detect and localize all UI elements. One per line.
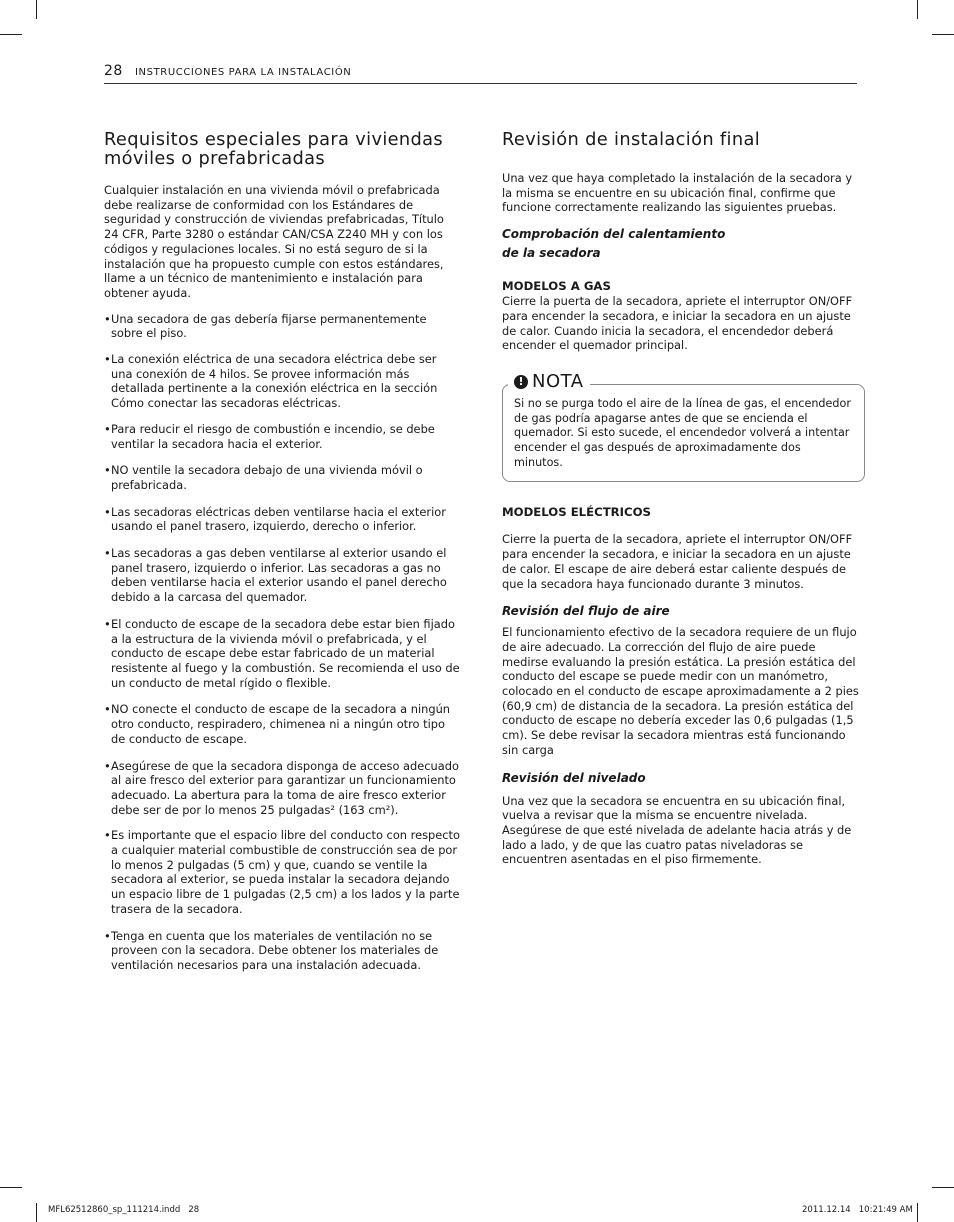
list-item: • Para reducir el riesgo de combustión e incendio, se debe ventilar la secadora hacia el exterior. — [104, 422, 461, 451]
section-title-final-check: Revisión de instalación final — [502, 129, 760, 150]
crop-mark — [36, 0, 37, 19]
intro-paragraph: Una vez que haya completado la instalación de la secadora y la misma se encuentre en su ubicación final, confirme que funcione correctamente realizando las siguientes pruebas. — [502, 171, 853, 215]
crop-mark — [0, 34, 22, 35]
header-title: INSTRUCCIONES PARA LA INSTALACIÓN — [135, 67, 352, 78]
list-item: • Las secadoras a gas deben ventilarse al exterior usando el panel trasero, izquierdo o inferior. Las secadoras a gas no deben ventilarse hacia el exterior usando el panel derecho debido a la carcasa del quemador. — [104, 546, 461, 605]
list-item: • Es importante que el espacio libre del conducto con respecto a cualquier material combustible de construcción sea de por lo menos 2 pulgadas (5 cm) y que, cuando se ventile la secadora al exterior, se pueda instalar la secadora dejando un espacio libre de 1 pulgadas (2,5 cm) a los lados y la parte trasera de la secadora. — [104, 828, 461, 916]
exclamation-circle-icon: ! — [514, 375, 528, 389]
list-item: • Una secadora de gas debería fijarse permanentemente sobre el piso. — [104, 312, 461, 341]
page-number: 28 — [104, 63, 123, 79]
subheading-airflow: Revisión del flujo de aire — [502, 604, 670, 619]
crop-mark — [932, 1187, 954, 1188]
page-header — [104, 63, 857, 84]
footer-timestamp: 2011.12.14 10:21:49 AM — [802, 1205, 913, 1215]
note-box — [502, 370, 865, 483]
left-column — [104, 130, 461, 973]
right-column — [502, 130, 865, 867]
list-item: • Asegúrese de que la secadora disponga de acceso adecuado al aire fresco del exterior para garantizar un funcionamiento adecuado. La abertura para la toma de aire fresco exterior debe ser de por lo menos 25 pulgadas² (163 cm²). — [104, 759, 461, 818]
crop-mark — [917, 1203, 918, 1222]
leveling-paragraph: Una vez que la secadora se encuentra en su ubicación final, vuelva a revisar que la misma se encuentre nivelada. Asegúrese de que esté nivelada de adelante hacia atrás y de lado a lado, y de que las cuatro patas niveladoras se encuentren asentadas en el piso firmemente. — [502, 793, 852, 867]
section-title-mobile-homes: Requisitos especiales para viviendas móviles o prefabricadas — [104, 129, 444, 169]
intro-paragraph: Cualquier instalación en una vivienda móvil o prefabricada debe realizarse de conformidad con los Estándares de seguridad y construcción de viviendas prefabricadas, Título 24 CFR, Parte 3280 o estándar CAN/CSA Z240 MH y con los códigos y regulaciones locales. Si no está seguro de si la instalación que ha propuesto cumple con estos estándares, llame a un técnico de mantenimiento e instalación para obtener ayuda. — [104, 183, 444, 300]
airflow-paragraph: El funcionamiento efectivo de la secadora requiere de un flujo de aire adecuado. La corrección del flujo de aire puede medirse evaluando la presión estática. La presión estática del conducto del escape se puede medir con un manómetro, colocado en el conducto de escape aproximadamente a 2 pies (60,9 cm) de distancia de la secadora. La presión estática del conducto de escape no debería exceder las 0,6 pulgadas (1,5 cm). Se debe revisar la secadora mientras está funcionando sin carga — [502, 625, 859, 757]
subheading-gas-models: MODELOS A GAS — [502, 279, 611, 294]
note-label: NOTA — [532, 370, 584, 392]
list-item: • El conducto de escape de la secadora debe estar bien fijado a la estructura de la vivienda móvil o prefabricada, y el conducto de escape debe estar fabricado de un material resistente al fuego y la combustión. Se recomienda el uso de un conducto de metal rígido o flexible. — [104, 617, 461, 691]
subheading-leveling: Revisión del nivelado — [502, 770, 646, 785]
crop-mark — [0, 1187, 22, 1188]
crop-mark — [36, 1203, 37, 1222]
list-item: • La conexión eléctrica de una secadora eléctrica debe ser una conexión de 4 hilos. Se provee información más detallada pertinente a la conexión eléctrica en la sección Cómo conectar las secadoras eléctricas. — [104, 352, 461, 411]
list-item: • Las secadoras eléctricas deben ventilarse hacia el exterior usando el panel trasero, izquierdo, derecho o inferior. — [104, 505, 461, 534]
list-item: • Tenga en cuenta que los materiales de ventilación no se proveen con la secadora. Debe obtener los materiales de ventilación necesarios para una instalación adecuada. — [104, 929, 461, 973]
requirements-list — [104, 312, 461, 973]
crop-mark — [932, 34, 954, 35]
list-item: • NO conecte el conducto de escape de la secadora a ningún otro conducto, respiradero, chimenea ni a ningún otro tipo de conducto de escape. — [104, 702, 461, 746]
subheading-electric-models: MODELOS ELÉCTRICOS — [502, 505, 651, 520]
note-text: Si no se purga todo el aire de la línea de gas, el encendedor de gas podría apagarse antes de que se encienda el quemador. Si esto sucede, el encendedor volverá a intentar encender el gas después de aproximadamente dos minutos. — [514, 396, 851, 469]
note-heading — [508, 372, 590, 392]
crop-mark — [917, 0, 918, 19]
footer-file-name: MFL62512860_sp_111214.indd 28 — [48, 1205, 200, 1215]
electric-models-paragraph: Cierre la puerta de la secadora, apriete el interruptor ON/OFF para encender la secadora, e iniciar la secadora en un ajuste de calor. El escape de aire deberá estar caliente después de que la secadora haya funcionado durante 3 minutos. — [502, 532, 853, 591]
gas-models-paragraph: Cierre la puerta de la secadora, apriete el interruptor ON/OFF para encender la secadora, e iniciar la secadora en un ajuste de calor. Cuando inicia la secadora, el encendedor deberá encender el quemador principal. — [502, 294, 853, 353]
subheading-heating-check: Comprobación del calentamiento de la secadora — [502, 227, 726, 261]
list-item: • NO ventile la secadora debajo de una vivienda móvil o prefabricada. — [104, 463, 461, 492]
